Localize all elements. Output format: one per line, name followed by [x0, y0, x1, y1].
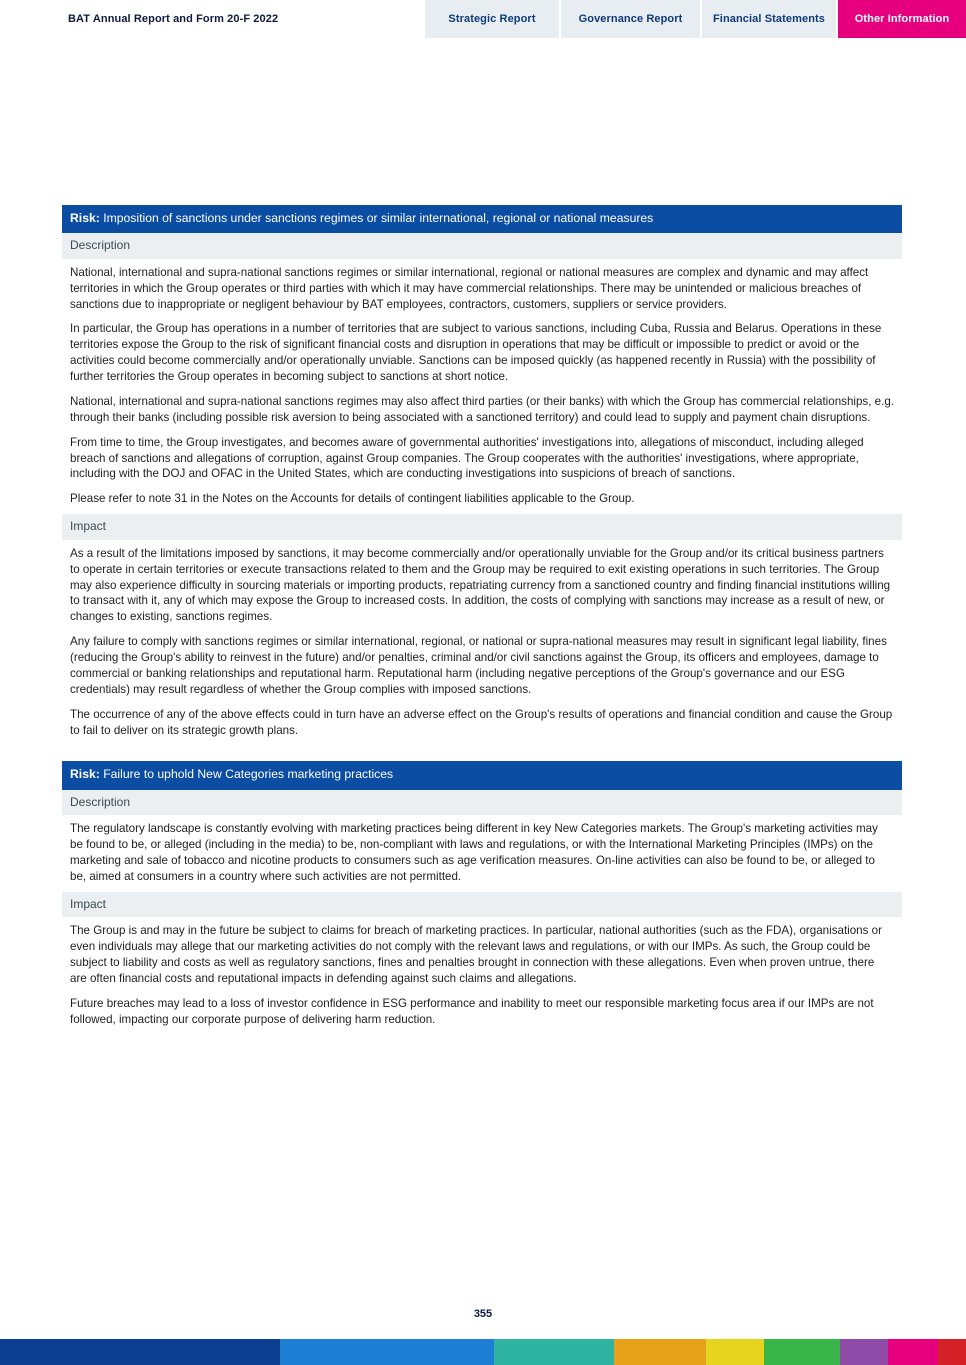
footer-strip-segment	[280, 1339, 494, 1365]
footer-strip-segment	[614, 1339, 706, 1365]
footer-strip-segment	[888, 1339, 938, 1365]
document-title: BAT Annual Report and Form 20-F 2022	[68, 13, 279, 25]
risk-separator	[62, 745, 902, 761]
paragraph: The Group is and may in the future be subject to claims for breach of marketing practices. In particular, national authorities (such as the FDA), organisations or even individuals may allege that our marketing activities do not comply with the relevant laws and regulations, or with our IMPs. As such, the Group could be subject to liability and costs as well as regulatory sanctions, fines and penalties brought in connection with these allegations. Even when proven untrue, there are often financial costs and reputational impacts in defending against such claims and allegations.	[70, 924, 882, 985]
paragraph: National, international and supra-national sanctions regimes or similar international, regional or national measures are complex and dynamic and may affect territories in which the Group operates or third parties with which it may have commercial relationships. There may be unintended or malicious breaches of sanctions due to inappropriate or negligent behaviour by BAT employees, contractors, customers, suppliers or service providers.	[70, 265, 869, 311]
risk-impact-body	[62, 540, 902, 739]
tab-governance-report[interactable]: Governance Report	[561, 0, 700, 38]
footer-strip-segment	[706, 1339, 764, 1365]
risk-header-marketing-practices	[62, 761, 902, 789]
risk-label: Risk:	[70, 767, 100, 782]
section-label-impact: Impact	[62, 514, 902, 540]
paragraph: From time to time, the Group investigates, and becomes aware of governmental authorities' investigations into, allegations of misconduct, including alleged breach of sanctions and allegations of corruption, against Group companies. The Group cooperates with the authorities' investigations, where appropriate, including with the DOJ and OFAC in the United States, which are conducting investigations into suspicions of breach of sanctions.	[70, 435, 864, 481]
footer-strip-segment	[938, 1339, 966, 1365]
footer-strip-segment	[0, 1339, 280, 1365]
risk-header-sanctions	[62, 205, 902, 233]
footer-strip-segment	[764, 1339, 840, 1365]
section-label-description: Description	[62, 233, 902, 259]
footer-strip-segment	[840, 1339, 888, 1365]
risk-title: Imposition of sanctions under sanctions regimes or similar international, regional or national measures	[103, 211, 654, 225]
topbar-spacer	[278, 0, 425, 38]
paragraph: National, international and supra-national sanctions regimes may also affect third parties (or their banks) with which the Group has commercial relationships, e.g. through their banks (including possible risk aversion to being associated with a sanctioned territory) and could lead to supply and payment chain disruptions.	[70, 394, 894, 424]
tab-financial-statements[interactable]: Financial Statements	[702, 0, 836, 38]
tab-other-information[interactable]: Other Information	[838, 0, 966, 38]
footer-strip-segment	[494, 1339, 614, 1365]
paragraph: As a result of the limitations imposed by sanctions, it may become commercially and/or operationally unviable for the Group and/or its critical business partners to operate in certain territories or execute transactions related to them and the Group may be required to exit existing operations in such territories. The Group may also experience difficulty in sourcing materials or importing products, repatriating currency from a sanctioned country and finding financial institutions willing to transact with it, any of which may expose the Group to increased costs. In addition, the costs of complying with sanctions may increase as a result of new, or changes to existing, sanctions regimes.	[70, 546, 891, 624]
risk-title: Failure to uphold New Categories marketing practices	[103, 767, 394, 782]
paragraph: The occurrence of any of the above effects could in turn have an adverse effect on the Group's results of operations and financial condition and cause the Group to fail to deliver on its strategic growth plans.	[70, 707, 893, 737]
section-label-impact: Impact	[62, 892, 902, 918]
top-navigation-bar	[0, 0, 966, 38]
paragraph: Please refer to note 31 in the Notes on the Accounts for details of contingent liabilities applicable to the Group.	[70, 492, 635, 506]
tab-strategic-report[interactable]: Strategic Report	[425, 0, 559, 38]
page-number: 355	[473, 1308, 493, 1320]
risk-description-body	[62, 815, 902, 885]
page-content	[62, 205, 902, 1035]
paragraph: Any failure to comply with sanctions regimes or similar international, regional, or national or supra-national measures may result in significant legal liability, fines (reducing the Group's ability to reinvest in the future) and/or penalties, criminal and/or civil sanctions against the Group, its officers and employees, damage to commercial or banking relationships and reputational harm. Reputational harm (including negative perceptions of the Group's governance and our ESG credentials) may result regardless of whether the Group complies with imposed sanctions.	[70, 635, 887, 696]
paragraph: The regulatory landscape is constantly evolving with marketing practices being different in key New Categories markets. The Group's marketing activities may be found to be, or alleged (including in the media) to be, non-compliant with laws and regulations, or with the International Marketing Principles (IMPs) on the marketing and sale of tobacco and nicotine products to consumers such as age verification measures. On-line activities can also be found to be, or alleged to be, aimed at consumers in a country where such activities are not permitted.	[70, 822, 878, 883]
paragraph: In particular, the Group has operations in a number of territories that are subject to various sanctions, including Cuba, Russia and Belarus. Operations in these territories expose the Group to the risk of significant financial costs and disruption in operations that may be difficult or impossible to predict or avoid or the activities could become commercially and/or operationally unviable. Sanctions can be imposed quickly (as happened recently in Russia) with the possibility of further territories the Group operates in becoming subject to sanctions at short notice.	[70, 322, 882, 384]
section-label-description: Description	[62, 790, 902, 816]
risk-label: Risk:	[70, 211, 100, 225]
risk-description-body	[62, 259, 902, 507]
paragraph: Future breaches may lead to a loss of investor confidence in ESG performance and inability to meet our responsible marketing focus area if our IMPs are not followed, impacting our corporate purpose of delivering harm reduction.	[70, 996, 874, 1026]
footer-colour-strip	[0, 1339, 966, 1365]
risk-impact-body	[62, 917, 902, 1027]
